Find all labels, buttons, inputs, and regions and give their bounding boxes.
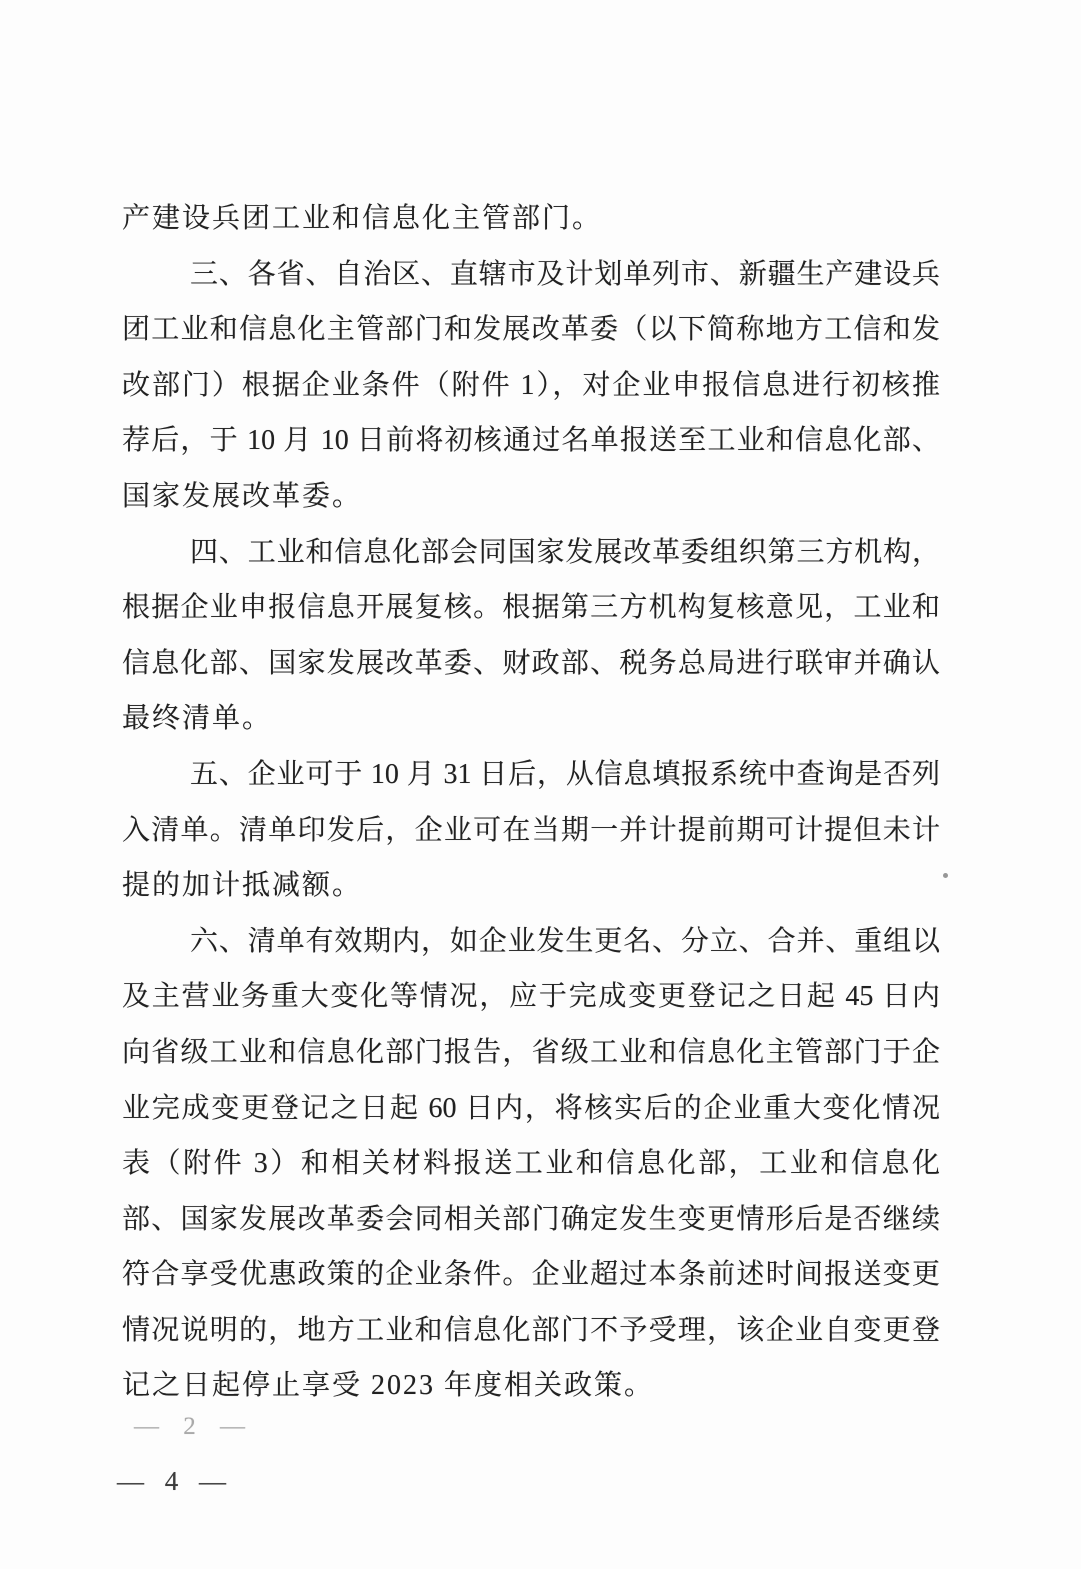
text-line: 及主营业务重大变化等情况，应于完成变更登记之日起 45 日内 xyxy=(122,981,940,1013)
text-line: 根据企业申报信息开展复核。根据第三方机构复核意见，工业和 xyxy=(122,592,940,624)
page-number: — 4 — xyxy=(117,1466,233,1496)
text-line: 提的加计抵减额。 xyxy=(122,870,363,902)
text-line: 部、国家发展改革委会同相关部门确定发生变更情形后是否继续 xyxy=(122,1203,940,1235)
text-line: 符合享受优惠政策的企业条件。企业超过本条前述时间报送变更 xyxy=(122,1259,940,1291)
text-line-paragraph-5-start: 五、企业可于 10 月 31 日后，从信息填报系统中查询是否列 xyxy=(190,758,940,790)
text-line: 改部门）根据企业条件（附件 1），对企业申报信息进行初核推 xyxy=(122,369,940,401)
text-line: 最终清单。 xyxy=(122,703,273,735)
scan-speck-artifact xyxy=(943,873,948,878)
text-line: 入清单。清单印发后，企业可在当期一并计提前期可计提但未计 xyxy=(122,814,940,846)
document-body xyxy=(122,191,940,1414)
text-line-paragraph-4-start: 四、工业和信息化部会同国家发展改革委组织第三方机构， xyxy=(190,536,940,568)
text-line: 产建设兵团工业和信息化主管部门。 xyxy=(122,203,603,234)
page-number-faint: — 2 — xyxy=(134,1413,254,1440)
text-line: 记之日起停止享受 2023 年度相关政策。 xyxy=(122,1370,655,1402)
text-line: 信息化部、国家发展改革委、财政部、税务总局进行联审并确认 xyxy=(122,647,940,679)
text-line-paragraph-6-start: 六、清单有效期内，如企业发生更名、分立、合并、重组以 xyxy=(190,925,940,957)
text-line: 向省级工业和信息化部门报告，省级工业和信息化主管部门于企 xyxy=(122,1036,940,1068)
text-line: 荐后，于 10 月 10 日前将初核通过名单报送至工业和信息化部、 xyxy=(122,425,940,457)
text-line: 情况说明的，地方工业和信息化部门不予受理，该企业自变更登 xyxy=(122,1314,940,1346)
text-line: 业完成变更登记之日起 60 日内，将核实后的企业重大变化情况 xyxy=(122,1092,940,1124)
text-line: 团工业和信息化主管部门和发展改革委（以下简称地方工信和发 xyxy=(122,314,940,346)
text-line: 国家发展改革委。 xyxy=(122,480,363,512)
text-line-paragraph-3-start: 三、各省、自治区、直辖市及计划单列市、新疆生产建设兵 xyxy=(190,258,940,290)
text-line: 表（附件 3）和相关材料报送工业和信息化部，工业和信息化 xyxy=(122,1148,940,1180)
